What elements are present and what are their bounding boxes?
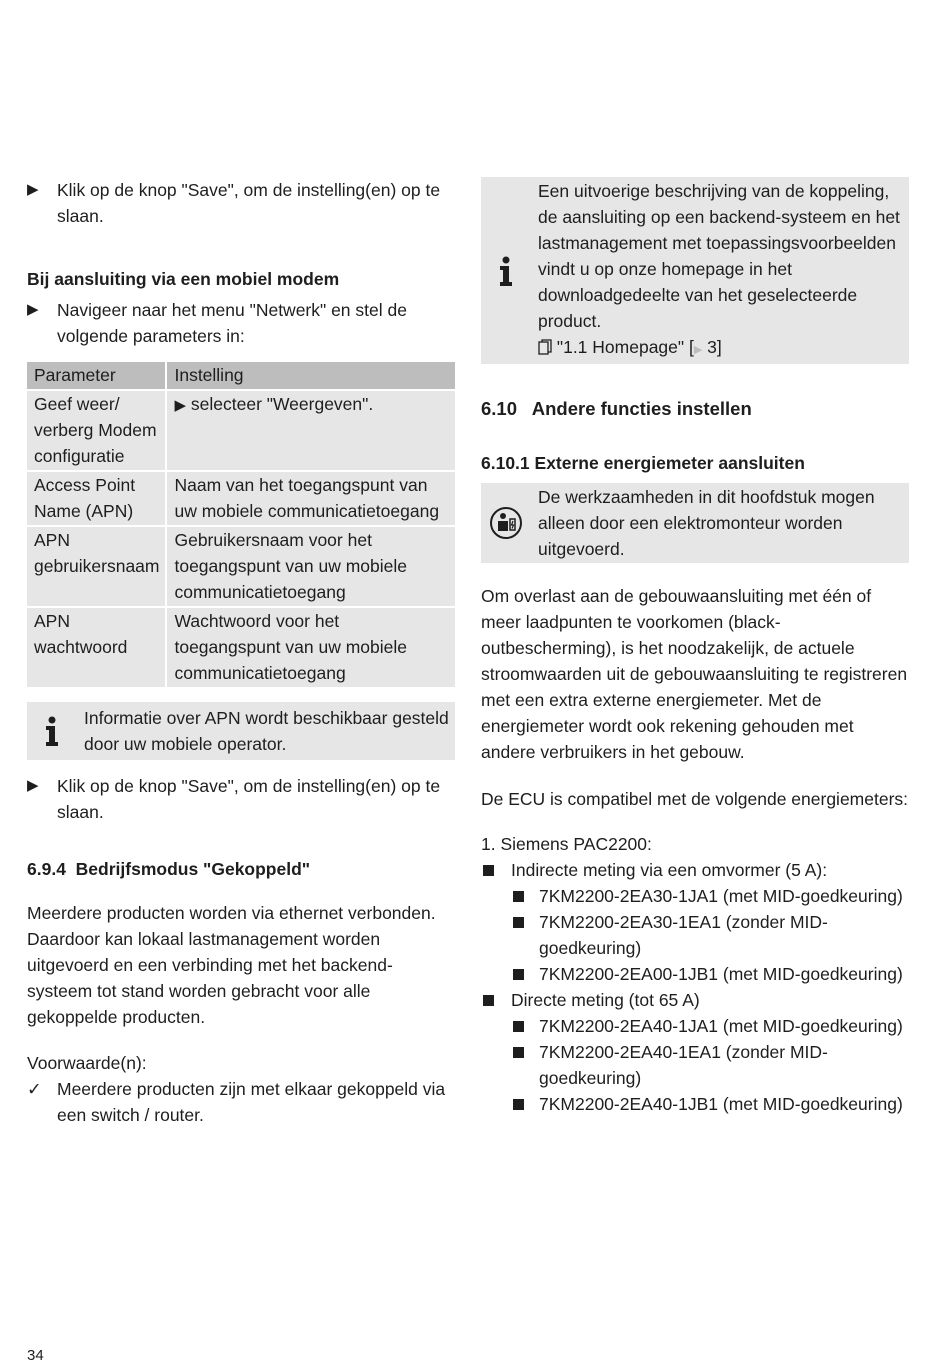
check-icon: ✓ (27, 1079, 42, 1099)
list-item: 7KM2200-2EA40-1JA1 (met MID-goedkeuring) (481, 1013, 909, 1039)
play-triangle-icon: ▶ (27, 301, 39, 318)
homepage-reference[interactable]: "1.1 Homepage" [▶ 3] (538, 334, 903, 363)
section-heading-6-10-1: 6.10.1 Externe energiemeter aansluiten (481, 453, 805, 473)
table-cell-parameter: APN gebruikersnaam (27, 526, 166, 607)
play-triangle-icon: ▶ (27, 181, 39, 198)
list-item: Indirecte meting via een omvormer (5 A): (481, 857, 909, 883)
table-row (27, 526, 455, 607)
electrician-icon (481, 483, 531, 563)
square-bullet-icon (513, 917, 524, 928)
list-item: 7KM2200-2EA40-1EA1 (zonder MID-goedkeuring) (481, 1039, 909, 1091)
table-row (27, 607, 455, 687)
list-item: 7KM2200-2EA40-1JB1 (met MID-goedkeuring) (481, 1091, 909, 1117)
section-body: Meerdere producten worden via ethernet verbonden. Daardoor kan lokaal lastmanagement worden uitgevoerd en een verbinding met het backend-systeem tot stand worden gebracht voor alle gekoppelde producten. (27, 903, 436, 1027)
table-header-parameter: Parameter (27, 362, 166, 390)
table-cell-setting: Wachtwoord voor het toegangspunt van uw mobiele communicatietoegang (166, 607, 455, 687)
square-bullet-icon (513, 1021, 524, 1032)
play-triangle-icon: ▶ (693, 344, 703, 356)
list-item: 7KM2200-2EA30-1JA1 (met MID-goedkeuring) (481, 883, 909, 909)
play-triangle-icon: ▶ (27, 777, 39, 794)
step-navigate: ▶ Navigeer naar het menu "Netwerk" en stel de volgende parameters in: (27, 297, 455, 349)
list-item: Directe meting (tot 65 A) (481, 987, 909, 1013)
table-cell-parameter: Geef weer/ verberg Modem configuratie (27, 390, 166, 471)
table-header-setting: Instelling (166, 362, 455, 390)
section-heading-6-10: 6.10 Andere functies instellen (481, 398, 752, 419)
left-column (27, 177, 455, 1128)
meter-list-title: 1. Siemens PAC2200: (481, 834, 652, 854)
electrician-warning-note: De werkzaamheden in dit hoofdstuk mogen alleen door een elektromonteur worden uitgevoerd. (481, 483, 909, 563)
table-cell-parameter: APN wachtwoord (27, 607, 166, 687)
step-save-1: ▶ Klik op de knop "Save", om de instelling(en) op te slaan. (27, 177, 455, 229)
apn-info-note: Informatie over APN wordt beschikbaar gesteld door uw mobiele operator. (27, 702, 455, 760)
table-cell-setting: ▶ selecteer "Weergeven". (166, 390, 455, 471)
table-cell-setting: Naam van het toegangspunt van uw mobiele communicatietoegang (166, 471, 455, 526)
square-bullet-icon (483, 865, 494, 876)
section-heading-6-9-4: 6.9.4 Bedrijfsmodus "Gekoppeld" (27, 859, 311, 879)
info-icon (481, 177, 531, 364)
square-bullet-icon (513, 969, 524, 980)
square-bullet-icon (513, 1047, 524, 1058)
homepage-info-note: Een uitvoerige beschrijving van de koppeling, de aansluiting op een backend-systeem en het lastmanagement met toepassingsvoorbeelden vindt u op onze homepage in het downloadgedeelte van het geselecteerde product. "1.1 Homepage" [▶ 3] (481, 177, 909, 364)
list-item: 7KM2200-2EA00-1JB1 (met MID-goedkeuring) (481, 961, 909, 987)
modem-heading: Bij aansluiting via een mobiel modem (27, 269, 340, 289)
prereq-item: ✓ Meerdere producten zijn met elkaar gekoppeld via een switch / router. (27, 1076, 455, 1128)
square-bullet-icon (483, 995, 494, 1006)
table-cell-setting: Gebruikersnaam voor het toegangspunt van uw mobiele communicatietoegang (166, 526, 455, 607)
paragraph-blackout: Om overlast aan de gebouwaansluiting met één of meer laadpunten te voorkomen (black-outbescherming), is het noodzakelijk, de actuele stroomwaarden uit de gebouwaansluiting te registreren met een extra externe energiemeter. Met de energiemeter wordt ook rekening gehouden met andere verbruikers in het gebouw. (481, 586, 908, 762)
prereq-label: Voorwaarde(n): (27, 1053, 147, 1073)
table-row (27, 471, 455, 526)
table-cell-parameter: Access Point Name (APN) (27, 471, 166, 526)
book-icon (538, 337, 557, 357)
square-bullet-icon (513, 1099, 524, 1110)
paragraph-compatible: De ECU is compatibel met de volgende energiemeters: (481, 789, 909, 809)
info-icon (27, 702, 77, 760)
page-number: 34 (27, 1347, 44, 1364)
list-item: 7KM2200-2EA30-1EA1 (zonder MID-goedkeuring) (481, 909, 909, 961)
parameter-table (27, 362, 455, 687)
square-bullet-icon (513, 891, 524, 902)
right-column (481, 177, 909, 1117)
play-triangle-icon: ▶ (174, 397, 187, 414)
step-save-2: ▶ Klik op de knop "Save", om de instelling(en) op te slaan. (27, 773, 455, 825)
table-row (27, 390, 455, 471)
